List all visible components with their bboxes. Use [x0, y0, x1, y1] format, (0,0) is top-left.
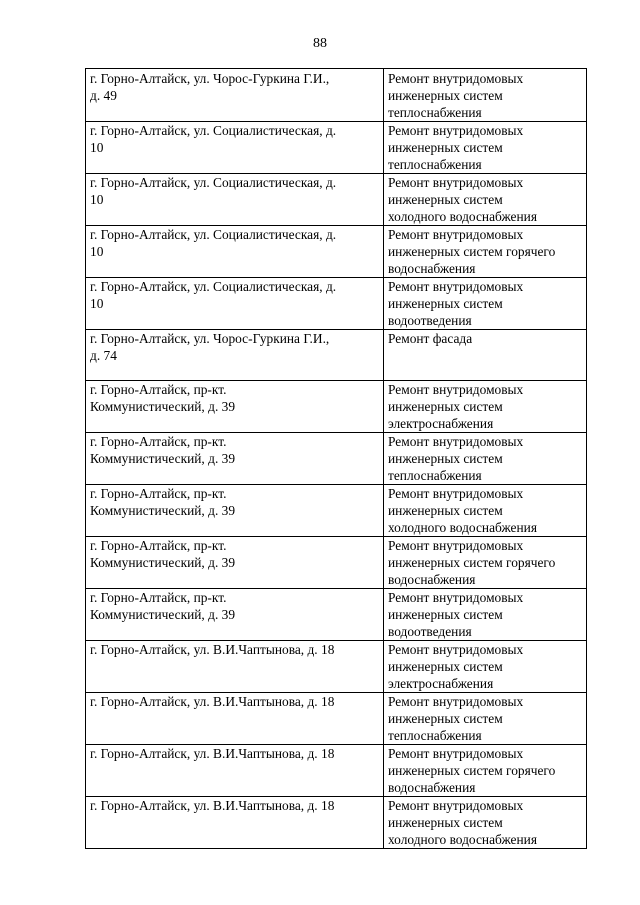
- address-line: г. Горно-Алтайск, ул. Социалистическая, д.: [90, 279, 337, 294]
- address-cell: [86, 433, 384, 485]
- address-cell: [86, 589, 384, 641]
- table-row: [86, 693, 587, 745]
- work-type-line: теплоснабжения: [388, 468, 482, 483]
- work-type-line: Ремонт внутридомовых: [388, 382, 524, 397]
- address-line: г. Горно-Алтайск, ул. Чорос-Гуркина Г.И.,: [90, 331, 330, 346]
- works-table-body: [86, 69, 587, 849]
- address-line: г. Горно-Алтайск, ул. В.И.Чаптынова, д. 18: [90, 798, 335, 813]
- table-row: [86, 797, 587, 849]
- table-row: [86, 433, 587, 485]
- work-type-cell: [384, 433, 587, 485]
- address-line: Коммунистический, д. 39: [90, 607, 236, 622]
- work-type-line: Ремонт внутридомовых: [388, 71, 524, 86]
- work-type-line: водоотведения: [388, 624, 472, 639]
- address-line: г. Горно-Алтайск, пр-кт.: [90, 382, 227, 397]
- work-type-cell: [384, 174, 587, 226]
- address-line: г. Горно-Алтайск, ул. Социалистическая, д.: [90, 175, 337, 190]
- work-type-line: холодного водоснабжения: [388, 209, 537, 224]
- address-cell: [86, 485, 384, 537]
- work-type-line: инженерных систем: [388, 88, 503, 103]
- table-row: [86, 122, 587, 174]
- address-cell: [86, 745, 384, 797]
- table-row: [86, 69, 587, 122]
- address-line: г. Горно-Алтайск, ул. Чорос-Гуркина Г.И.,: [90, 71, 330, 86]
- work-type-line: Ремонт внутридомовых: [388, 642, 524, 657]
- address-cell: [86, 641, 384, 693]
- work-type-line: теплоснабжения: [388, 105, 482, 120]
- work-type-cell: [384, 69, 587, 122]
- work-type-line: инженерных систем горячего: [388, 763, 556, 778]
- work-type-cell: [384, 641, 587, 693]
- address-cell: [86, 381, 384, 433]
- address-line: д. 74: [90, 348, 117, 363]
- work-type-line: инженерных систем: [388, 140, 503, 155]
- address-line: г. Горно-Алтайск, пр-кт.: [90, 590, 227, 605]
- work-type-line: инженерных систем: [388, 451, 503, 466]
- work-type-line: инженерных систем: [388, 503, 503, 518]
- work-type-cell: [384, 693, 587, 745]
- works-table: [85, 68, 587, 849]
- work-type-line: Ремонт внутридомовых: [388, 123, 524, 138]
- address-line: г. Горно-Алтайск, пр-кт.: [90, 486, 227, 501]
- work-type-line: инженерных систем: [388, 607, 503, 622]
- work-type-line: Ремонт внутридомовых: [388, 434, 524, 449]
- work-type-line: Ремонт фасада: [388, 331, 473, 346]
- address-cell: [86, 693, 384, 745]
- address-line: Коммунистический, д. 39: [90, 555, 236, 570]
- address-cell: [86, 797, 384, 849]
- address-line: г. Горно-Алтайск, ул. В.И.Чаптынова, д. 18: [90, 746, 335, 761]
- work-type-line: водоснабжения: [388, 780, 476, 795]
- work-type-line: инженерных систем: [388, 399, 503, 414]
- work-type-line: водоснабжения: [388, 261, 476, 276]
- address-line: г. Горно-Алтайск, пр-кт.: [90, 434, 227, 449]
- address-line: 10: [90, 140, 104, 155]
- work-type-cell: [384, 745, 587, 797]
- address-cell: [86, 174, 384, 226]
- work-type-line: электроснабжения: [388, 416, 494, 431]
- work-type-line: Ремонт внутридомовых: [388, 798, 524, 813]
- address-line: г. Горно-Алтайск, пр-кт.: [90, 538, 227, 553]
- work-type-line: Ремонт внутридомовых: [388, 175, 524, 190]
- work-type-line: Ремонт внутридомовых: [388, 486, 524, 501]
- address-cell: [86, 537, 384, 589]
- work-type-line: инженерных систем: [388, 296, 503, 311]
- address-line: г. Горно-Алтайск, ул. В.И.Чаптынова, д. 18: [90, 642, 335, 657]
- work-type-line: теплоснабжения: [388, 728, 482, 743]
- work-type-line: инженерных систем: [388, 659, 503, 674]
- address-line: 10: [90, 192, 104, 207]
- work-type-line: холодного водоснабжения: [388, 832, 537, 847]
- address-line: г. Горно-Алтайск, ул. Социалистическая, д.: [90, 227, 337, 242]
- address-line: г. Горно-Алтайск, ул. Социалистическая, д.: [90, 123, 337, 138]
- work-type-cell: [384, 122, 587, 174]
- work-type-cell: [384, 226, 587, 278]
- table-row: [86, 330, 587, 381]
- address-line: Коммунистический, д. 39: [90, 399, 236, 414]
- address-line: г. Горно-Алтайск, ул. В.И.Чаптынова, д. 18: [90, 694, 335, 709]
- work-type-cell: [384, 278, 587, 330]
- work-type-line: Ремонт внутридомовых: [388, 227, 524, 242]
- work-type-line: инженерных систем горячего: [388, 555, 556, 570]
- address-line: Коммунистический, д. 39: [90, 503, 236, 518]
- address-cell: [86, 122, 384, 174]
- work-type-line: инженерных систем: [388, 815, 503, 830]
- address-line: 10: [90, 296, 104, 311]
- address-cell: [86, 330, 384, 381]
- address-line: Коммунистический, д. 39: [90, 451, 236, 466]
- address-cell: [86, 69, 384, 122]
- table-row: [86, 381, 587, 433]
- address-cell: [86, 278, 384, 330]
- work-type-line: Ремонт внутридомовых: [388, 538, 524, 553]
- table-row: [86, 174, 587, 226]
- table-row: [86, 589, 587, 641]
- work-type-line: Ремонт внутридомовых: [388, 746, 524, 761]
- work-type-line: Ремонт внутридомовых: [388, 590, 524, 605]
- work-type-cell: [384, 537, 587, 589]
- table-row: [86, 485, 587, 537]
- work-type-cell: [384, 381, 587, 433]
- work-type-cell: [384, 797, 587, 849]
- table-row: [86, 745, 587, 797]
- work-type-line: Ремонт внутридомовых: [388, 279, 524, 294]
- table-row: [86, 278, 587, 330]
- work-type-line: электроснабжения: [388, 676, 494, 691]
- work-type-cell: [384, 485, 587, 537]
- work-type-cell: [384, 589, 587, 641]
- work-type-line: водоснабжения: [388, 572, 476, 587]
- address-line: д. 49: [90, 88, 117, 103]
- work-type-line: инженерных систем горячего: [388, 244, 556, 259]
- work-type-line: водоотведения: [388, 313, 472, 328]
- page-number: 88: [313, 36, 327, 51]
- address-cell: [86, 226, 384, 278]
- address-line: 10: [90, 244, 104, 259]
- work-type-line: инженерных систем: [388, 192, 503, 207]
- table-row: [86, 537, 587, 589]
- table-row: [86, 226, 587, 278]
- work-type-line: Ремонт внутридомовых: [388, 694, 524, 709]
- table-row: [86, 641, 587, 693]
- work-type-cell: [384, 330, 587, 381]
- work-type-line: холодного водоснабжения: [388, 520, 537, 535]
- work-type-line: инженерных систем: [388, 711, 503, 726]
- work-type-line: теплоснабжения: [388, 157, 482, 172]
